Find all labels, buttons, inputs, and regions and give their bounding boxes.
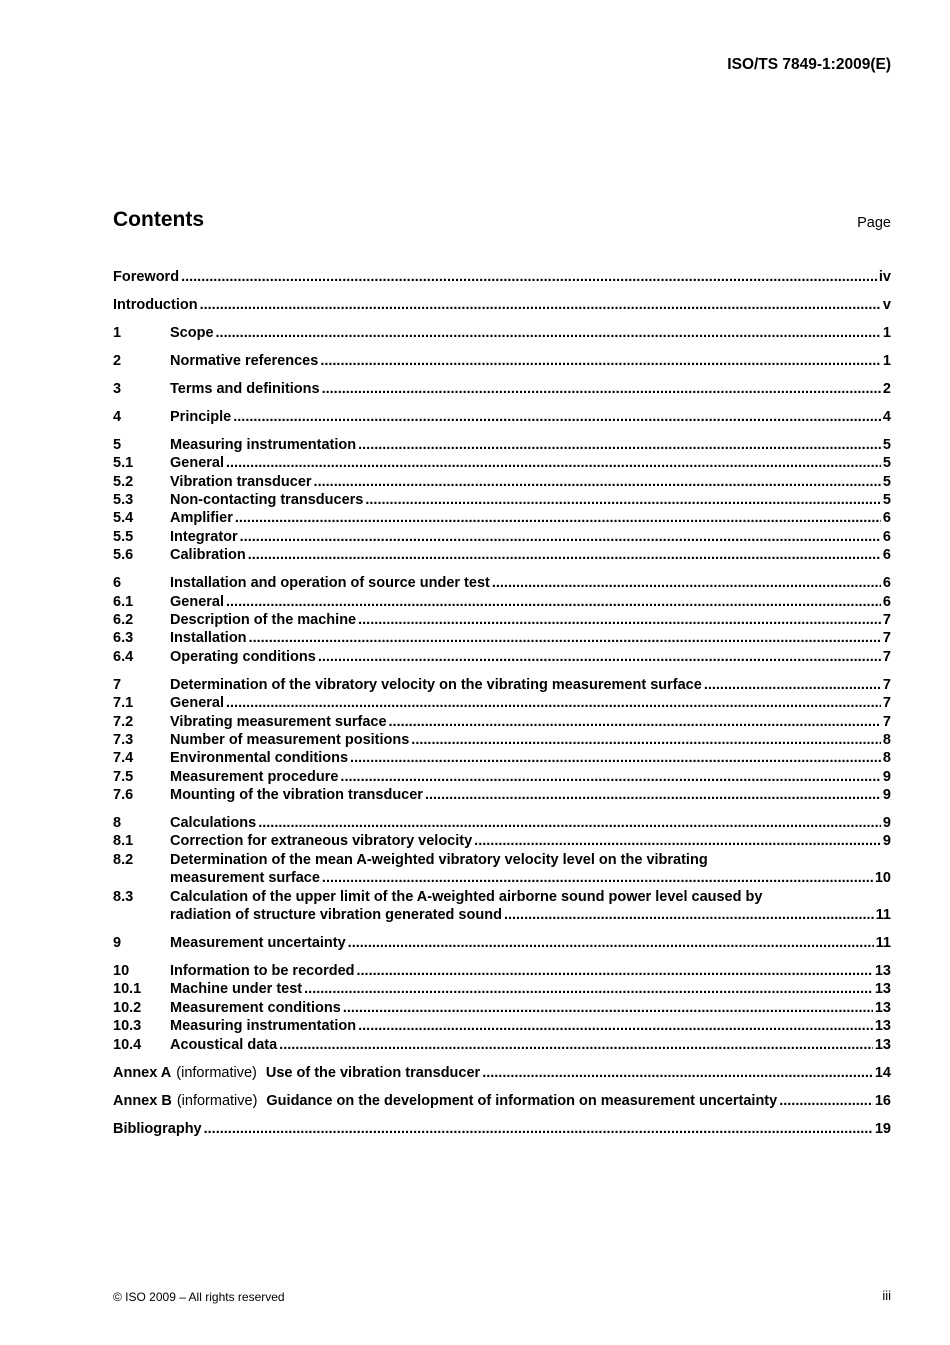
toc-group-9 [113, 934, 891, 952]
contents-heading: Contents [113, 208, 204, 231]
toc-group-7 [113, 676, 891, 805]
toc-page: 5 [882, 436, 891, 453]
toc-page: 2 [882, 380, 891, 397]
toc-page: 9 [882, 768, 891, 785]
toc-title: Vibration transducer [170, 473, 312, 490]
toc-title-line: Calculation of the upper limit of the A-weighted airborne sound power level caused by [170, 888, 763, 905]
toc-number: 9 [113, 935, 122, 952]
toc-page: 6 [882, 528, 891, 545]
dot-leader [504, 906, 874, 924]
toc-number: 7.2 [113, 713, 134, 730]
toc-group-2 [113, 352, 891, 370]
annex-label: Annex A [113, 1064, 172, 1081]
toc-number: 5.6 [113, 547, 134, 564]
toc-entry-6[interactable] [113, 574, 891, 592]
dot-leader [474, 832, 881, 850]
toc-page: 7 [882, 612, 891, 628]
toc-title-line: Determination of the mean A-weighted vibratory velocity level on the vibrating [170, 851, 708, 868]
toc-title: Correction for extraneous vibratory velocity [170, 833, 473, 850]
footer-page-number: iii [882, 1288, 891, 1303]
dot-leader [358, 611, 881, 629]
toc-title: Measuring instrumentation [170, 436, 357, 453]
toc-title: Mounting of the vibration transducer [170, 787, 423, 804]
toc-title: Non-contacting transducers [170, 492, 364, 509]
toc-title: Determination of the vibratory velocity on the vibrating measurement surface [170, 676, 702, 693]
toc-entry-8-2-continued[interactable] [113, 869, 891, 887]
toc-entry-7-5[interactable] [113, 768, 891, 786]
toc-number: 2 [113, 352, 122, 369]
toc-entry-6-2[interactable] [113, 611, 891, 629]
dot-leader [226, 454, 881, 472]
toc-title: Scope [170, 324, 214, 341]
toc-entry-10-1[interactable] [113, 980, 891, 998]
toc-number: 5 [113, 436, 122, 453]
toc-entry-5-4[interactable] [113, 509, 891, 527]
toc-number: 7.3 [113, 731, 134, 748]
dot-leader [365, 491, 881, 509]
toc-title: Operating conditions [170, 648, 316, 665]
toc-entry-annex-a[interactable] [113, 1064, 891, 1082]
toc-group-introduction [113, 296, 891, 314]
toc-title: Information to be recorded [170, 963, 355, 980]
dot-leader [482, 1064, 873, 1082]
dot-leader [248, 546, 881, 564]
dot-leader [204, 1120, 873, 1138]
toc-title: Amplifier [170, 510, 233, 527]
toc-entry-7[interactable] [113, 676, 891, 694]
toc-page: 7 [882, 648, 891, 665]
toc-title: General [170, 593, 224, 610]
toc-page: 11 [875, 935, 891, 952]
dot-leader [411, 731, 881, 749]
dot-leader [279, 1036, 873, 1054]
toc-title: Acoustical data [170, 1036, 278, 1053]
toc-page: 7 [882, 695, 891, 712]
toc-entry-5[interactable] [113, 436, 891, 454]
toc-entry-7-1[interactable] [113, 694, 891, 712]
toc-number: 10.3 [113, 1018, 142, 1035]
annex-label: Annex B [113, 1092, 172, 1109]
toc-title: Machine under test [170, 981, 303, 998]
dot-leader [249, 629, 881, 647]
toc-page: 7 [882, 676, 891, 693]
toc-page: iv [878, 268, 891, 285]
toc-page: 13 [874, 981, 891, 998]
toc-page: 13 [874, 1036, 891, 1053]
dot-leader [314, 473, 881, 491]
toc-entry-2[interactable] [113, 352, 891, 370]
dot-leader [233, 408, 881, 426]
toc-page: 6 [882, 510, 891, 527]
toc-title: Measurement procedure [170, 768, 339, 785]
toc-page: 9 [882, 787, 891, 804]
toc-page: 5 [882, 492, 891, 509]
toc-entry-10[interactable] [113, 962, 891, 980]
toc-entry-foreword[interactable] [113, 268, 891, 286]
toc-page: 7 [882, 713, 891, 730]
toc-title: Calibration [170, 547, 246, 564]
toc-number: 6.4 [113, 648, 134, 665]
toc-entry-5-3[interactable] [113, 491, 891, 509]
toc-group-foreword [113, 268, 891, 286]
toc-entry-1[interactable] [113, 324, 891, 342]
toc-page: 13 [874, 1018, 891, 1035]
toc-entry-10-2[interactable] [113, 999, 891, 1017]
annex-kind: (informative) [176, 1092, 258, 1109]
toc-group-8 [113, 814, 891, 924]
toc-group-annex-a [113, 1064, 891, 1082]
toc-title: Description of the machine [170, 612, 357, 628]
toc-title: Installation and operation of source under test [170, 575, 490, 592]
toc-entry-10-3[interactable] [113, 1017, 891, 1035]
dot-leader [322, 869, 873, 887]
toc-title: Principle [170, 408, 232, 425]
toc-number: 4 [113, 408, 122, 425]
toc-title-line: radiation of structure vibration generated sound [170, 907, 502, 924]
toc-page: 14 [874, 1064, 891, 1081]
toc-title: Environmental conditions [170, 750, 349, 767]
toc-number: 10 [113, 963, 130, 980]
toc-number: 7.4 [113, 750, 134, 767]
toc-entry-10-4[interactable] [113, 1036, 891, 1054]
toc-title-line: measurement surface [170, 870, 320, 887]
footer-copyright: © ISO 2009 – All rights reserved [113, 1290, 285, 1304]
toc-page: 19 [874, 1120, 891, 1137]
toc-page: 13 [874, 999, 891, 1016]
toc-entry-6-3[interactable] [113, 629, 891, 647]
dot-leader [258, 814, 881, 832]
toc-page: 9 [882, 815, 891, 832]
dot-leader [340, 768, 881, 786]
dot-leader [226, 593, 881, 611]
toc-number: 8 [113, 815, 122, 832]
dot-leader [425, 786, 881, 804]
toc-title: General [170, 455, 224, 472]
toc-title: Foreword [113, 268, 180, 285]
toc-title: Number of measurement positions [170, 731, 410, 748]
toc-title: Use of the vibration transducer [265, 1064, 481, 1081]
toc-entry-bibliography[interactable] [113, 1120, 891, 1138]
toc-number: 6.2 [113, 612, 134, 628]
toc-number: 7.5 [113, 768, 134, 785]
toc-page: 11 [875, 907, 891, 924]
toc-page: 5 [882, 455, 891, 472]
toc-title: General [170, 695, 224, 712]
toc-entry-5-6[interactable] [113, 546, 891, 564]
toc-number: 7.6 [113, 787, 134, 804]
table-of-contents [113, 268, 891, 1148]
dot-leader [343, 999, 873, 1017]
dot-leader [318, 648, 881, 666]
toc-group-4 [113, 408, 891, 426]
toc-page: 4 [882, 408, 891, 425]
dot-leader [240, 528, 881, 546]
toc-number: 5.5 [113, 528, 134, 545]
toc-number: 6.1 [113, 593, 134, 610]
toc-number: 10.2 [113, 999, 142, 1016]
toc-group-10 [113, 962, 891, 1054]
toc-number: 5.1 [113, 455, 134, 472]
toc-title: Vibrating measurement surface [170, 713, 387, 730]
toc-entry-8-3[interactable] [113, 888, 891, 906]
toc-entry-7-2[interactable] [113, 713, 891, 731]
toc-group-5 [113, 436, 891, 565]
dot-leader [216, 324, 881, 342]
toc-page: 13 [874, 963, 891, 980]
toc-entry-8-1[interactable] [113, 833, 891, 851]
toc-page: 5 [882, 473, 891, 490]
toc-page: 6 [882, 547, 891, 564]
toc-page: 1 [882, 352, 891, 369]
toc-entry-annex-b[interactable] [113, 1092, 891, 1110]
toc-number: 6 [113, 575, 122, 592]
toc-entry-3[interactable] [113, 380, 891, 398]
toc-entry-8-3-continued[interactable] [113, 906, 891, 924]
dot-leader [200, 296, 881, 314]
toc-entry-8[interactable] [113, 814, 891, 832]
dot-leader [389, 713, 881, 731]
toc-number: 6.3 [113, 630, 134, 647]
dot-leader [350, 749, 881, 767]
toc-title: Installation [170, 630, 247, 647]
toc-entry-6-4[interactable] [113, 648, 891, 666]
toc-page: 9 [882, 833, 891, 850]
document-code: ISO/TS 7849-1:2009(E) [727, 56, 891, 73]
toc-title: Bibliography [113, 1120, 202, 1137]
toc-entry-8-2[interactable] [113, 851, 891, 869]
dot-leader [348, 934, 874, 952]
toc-page: 1 [882, 324, 891, 341]
toc-entry-6-1[interactable] [113, 593, 891, 611]
dot-leader [357, 962, 873, 980]
toc-page: 6 [882, 575, 891, 592]
toc-group-1 [113, 324, 891, 342]
dot-leader [704, 676, 881, 694]
toc-page: 10 [874, 870, 891, 887]
toc-title: Terms and definitions [170, 380, 320, 397]
toc-title: Measuring instrumentation [170, 1018, 357, 1035]
dot-leader [322, 380, 881, 398]
toc-group-3 [113, 380, 891, 398]
toc-entry-7-4[interactable] [113, 749, 891, 767]
annex-kind: (informative) [176, 1064, 257, 1081]
toc-group-annex-b [113, 1092, 891, 1110]
toc-page: 7 [882, 630, 891, 647]
toc-number: 8.1 [113, 833, 134, 850]
toc-title: Calculations [170, 815, 257, 832]
toc-entry-introduction[interactable] [113, 296, 891, 314]
dot-leader [358, 1017, 873, 1035]
toc-number: 1 [113, 324, 122, 341]
toc-entry-7-6[interactable] [113, 786, 891, 804]
toc-entry-9[interactable] [113, 934, 891, 952]
toc-title: Measurement uncertainty [170, 935, 346, 952]
toc-entry-5-2[interactable] [113, 473, 891, 491]
toc-number: 3 [113, 380, 122, 397]
toc-title: Introduction [113, 296, 198, 313]
toc-title: Measurement conditions [170, 999, 341, 1016]
toc-number: 8.2 [113, 851, 134, 868]
dot-leader [304, 980, 873, 998]
dot-leader [235, 509, 881, 527]
toc-group-6 [113, 574, 891, 666]
toc-number: 5.3 [113, 492, 134, 509]
dot-leader [181, 268, 877, 286]
toc-title: Guidance on the development of information on measurement uncertainty [266, 1092, 778, 1109]
page-column-label: Page [857, 215, 891, 231]
toc-entry-5-1[interactable] [113, 454, 891, 472]
dot-leader [492, 574, 881, 592]
toc-entry-7-3[interactable] [113, 731, 891, 749]
toc-page: v [882, 296, 891, 313]
toc-number: 7 [113, 676, 122, 693]
toc-title: Integrator [170, 528, 238, 545]
toc-number: 8.3 [113, 888, 134, 905]
toc-entry-4[interactable] [113, 408, 891, 426]
toc-number: 10.1 [113, 981, 142, 998]
toc-page: 8 [882, 750, 891, 767]
toc-group-bibliography [113, 1120, 891, 1138]
dot-leader [779, 1092, 873, 1110]
toc-page: 16 [874, 1092, 891, 1109]
dot-leader [226, 694, 881, 712]
toc-number: 7.1 [113, 695, 134, 712]
dot-leader [358, 436, 881, 454]
toc-title: Normative references [170, 352, 319, 369]
toc-number: 10.4 [113, 1036, 142, 1053]
toc-page: 6 [882, 593, 891, 610]
toc-number: 5.2 [113, 473, 134, 490]
dot-leader [320, 352, 881, 370]
toc-page: 8 [882, 731, 891, 748]
toc-number: 5.4 [113, 510, 134, 527]
toc-entry-5-5[interactable] [113, 528, 891, 546]
